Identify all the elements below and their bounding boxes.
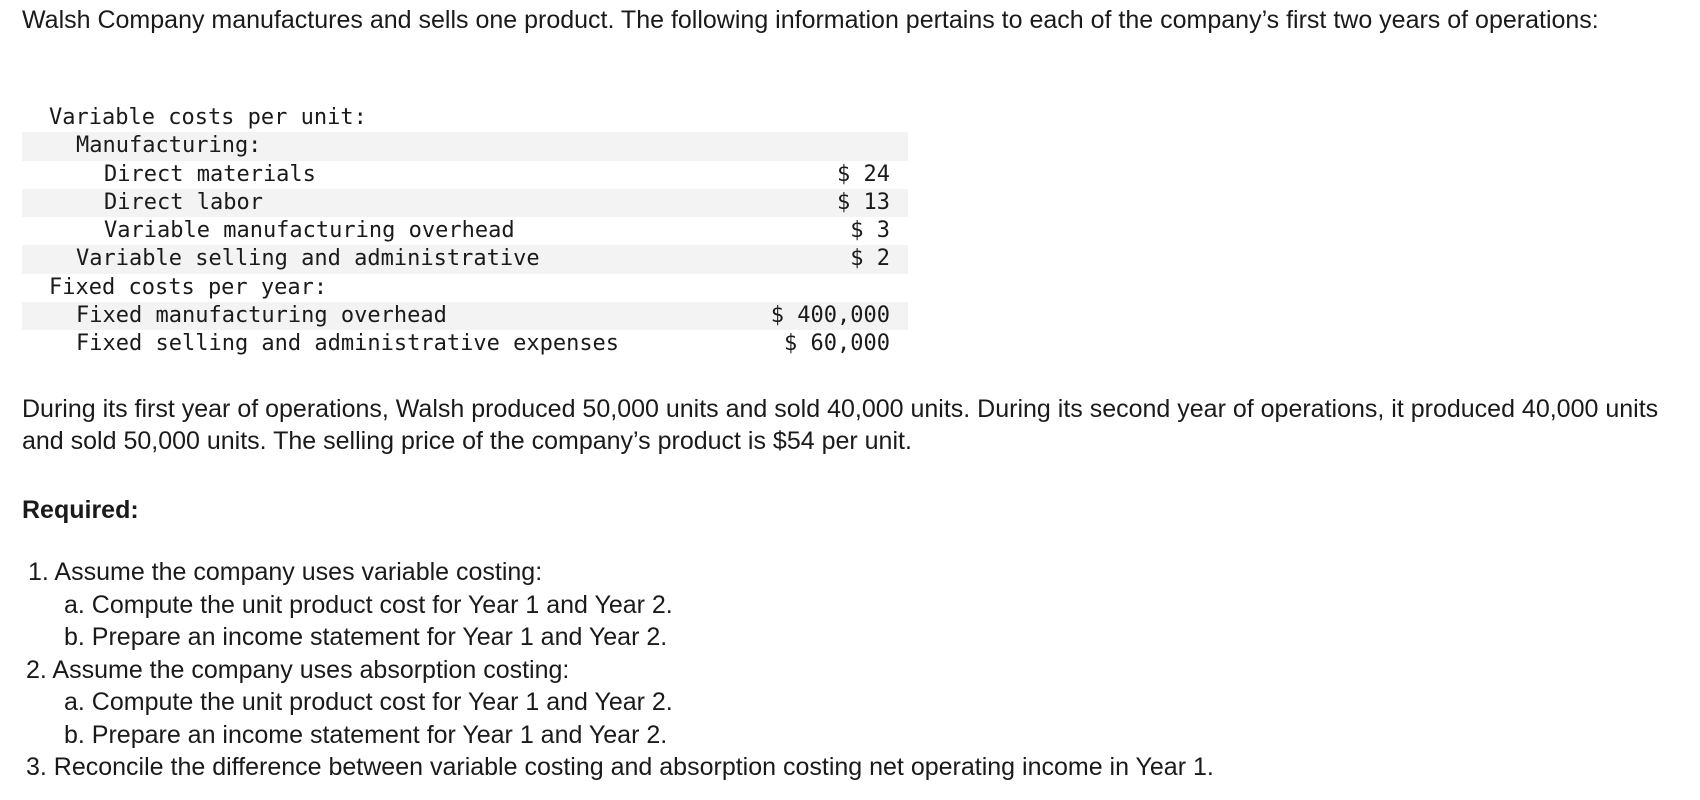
row-amount: $ 24 — [837, 161, 890, 187]
row-label: Variable costs per unit: — [49, 105, 367, 130]
row-amount: $ 13 — [837, 189, 890, 215]
table-row — [22, 330, 908, 358]
table-row — [22, 245, 908, 273]
table-row — [22, 189, 908, 217]
row-label: Direct materials — [104, 161, 316, 187]
table-row — [22, 132, 908, 160]
table-row — [22, 104, 908, 132]
row-label: Manufacturing: — [76, 133, 262, 159]
row-label: Fixed manufacturing overhead — [76, 303, 447, 329]
table-row — [22, 217, 908, 245]
operations-paragraph: During its first year of operations, Walsh produced 50,000 units and sold 40,000 units. During its second year of operations, it produced 40,000 units and sold 50,000 units. The selling price of the company’s product is $54 per unit. — [22, 395, 1659, 455]
list-item: 1. Assume the company uses variable costing: — [28, 558, 543, 586]
table-row — [22, 161, 908, 189]
row-amount: $ 2 — [850, 246, 890, 272]
required-heading: Required: — [22, 496, 139, 524]
table-row — [22, 302, 908, 330]
row-label: Variable manufacturing overhead — [104, 218, 515, 244]
row-label: Direct labor — [104, 189, 263, 215]
row-label: Fixed costs per year: — [49, 274, 328, 300]
list-item: b. Prepare an income statement for Year 1 and Year 2. — [64, 623, 668, 651]
list-item: a. Compute the unit product cost for Year 1 and Year 2. — [64, 688, 673, 716]
list-item: b. Prepare an income statement for Year 1 and Year 2. — [64, 720, 668, 749]
cost-table — [22, 104, 908, 359]
list-item: a. Compute the unit product cost for Year 1 and Year 2. — [64, 590, 673, 619]
row-amount: $ 3 — [850, 218, 890, 244]
row-amount: $ 60,000 — [784, 331, 890, 357]
list-item: 2. Assume the company uses absorption costing: — [26, 655, 570, 684]
row-amount: $ 400,000 — [770, 303, 890, 329]
row-label: Fixed selling and administrative expenses — [76, 331, 620, 357]
problem-intro: Walsh Company manufactures and sells one product. The following information pertains to each of the company’s first two years of operations: — [22, 6, 1599, 34]
table-row — [22, 274, 908, 302]
requirements-list — [22, 556, 1214, 784]
list-item: 3. Reconcile the difference between variable costing and absorption costing net operating income in Year 1. — [26, 753, 1214, 781]
row-label: Variable selling and administrative — [76, 246, 540, 272]
